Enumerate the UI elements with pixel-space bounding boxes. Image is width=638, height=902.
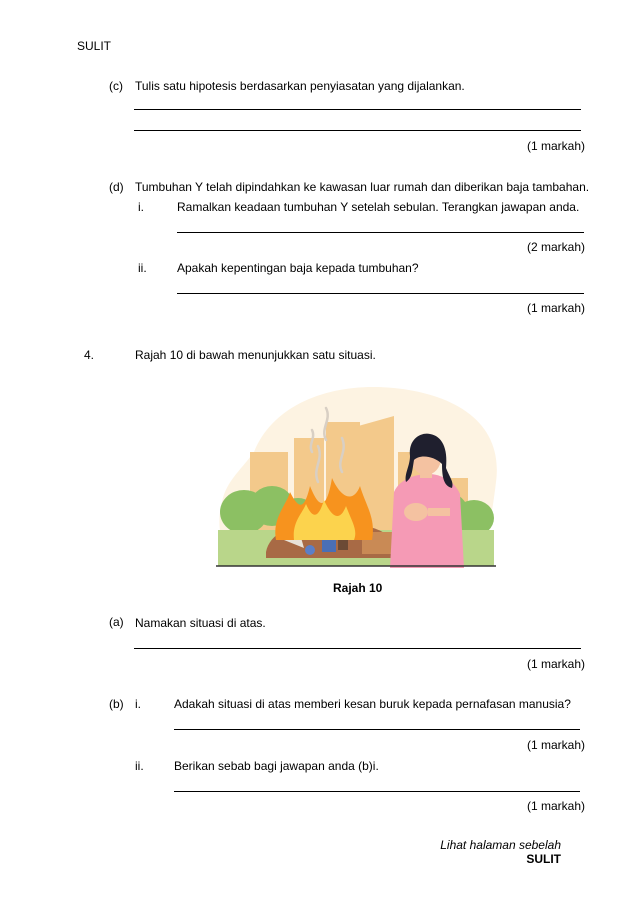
q3d-ii-answer-line[interactable]	[177, 293, 584, 294]
q3c-answer-line-2[interactable]	[134, 130, 581, 131]
q3d-text: Tumbuhan Y telah dipindahkan ke kawasan luar rumah dan diberikan baja tambahan.	[135, 180, 590, 194]
q3d-i-label: i.	[138, 200, 144, 214]
q4b-i-answer-line[interactable]	[174, 729, 580, 730]
figure-caption: Rajah 10	[333, 581, 383, 595]
q4b-i-label: i.	[135, 697, 141, 711]
q3c-answer-line-1[interactable]	[134, 109, 581, 110]
burning-illustration	[214, 382, 498, 570]
q3d-ii-label: ii.	[138, 261, 147, 275]
q3d-label: (d)	[109, 180, 124, 194]
q4-number: 4.	[84, 348, 95, 362]
header-sulit: SULIT	[77, 39, 112, 53]
q4b-label: (b)	[109, 697, 124, 711]
q3c-marks: (1 markah)	[526, 139, 585, 153]
q4b-ii-text: Berikan sebab bagi jawapan anda (b)i.	[174, 759, 379, 773]
footer-sulit: SULIT	[526, 852, 561, 866]
q4a-text: Namakan situasi di atas.	[135, 616, 266, 630]
q3d-ii-text: Apakah kepentingan baja kepada tumbuhan?	[177, 261, 419, 275]
q4b-i-text: Adakah situasi di atas memberi kesan buruk kepada pernafasan manusia?	[174, 697, 571, 711]
q3d-i-marks: (2 markah)	[526, 240, 585, 254]
q4b-ii-answer-line[interactable]	[174, 791, 580, 792]
q4-text: Rajah 10 di bawah menunjukkan satu situasi.	[135, 348, 376, 362]
q3d-ii-marks: (1 markah)	[526, 301, 585, 315]
q3c-text: Tulis satu hipotesis berdasarkan penyiasatan yang dijalankan.	[135, 79, 465, 93]
q4a-answer-line[interactable]	[134, 648, 581, 649]
q3d-i-text: Ramalkan keadaan tumbuhan Y setelah sebulan. Terangkan jawapan anda.	[177, 200, 580, 214]
q3c-label: (c)	[109, 79, 123, 93]
q4b-i-marks: (1 markah)	[526, 738, 585, 752]
q4a-label: (a)	[109, 615, 124, 629]
q4b-ii-marks: (1 markah)	[526, 799, 585, 813]
q4b-ii-label: ii.	[135, 759, 144, 773]
footer-next-page: Lihat halaman sebelah	[440, 838, 561, 852]
q3d-i-answer-line[interactable]	[177, 232, 584, 233]
q4a-marks: (1 markah)	[526, 657, 585, 671]
